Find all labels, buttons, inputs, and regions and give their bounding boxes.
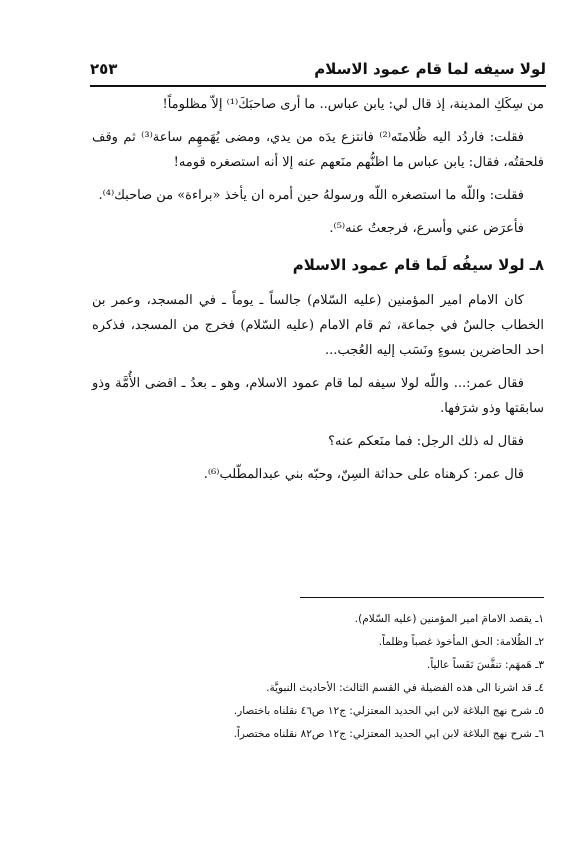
- paragraph: قال عمر: كرهناه على حداثة السِنّ، وحبّه بني عبدالمطّلب⁽⁶⁾.: [203, 467, 524, 482]
- paragraph: من سِكَكِ المدينة، إذ قال لي: يابن عباس.. ما أرى صاحبَكَ⁽¹⁾ إلاّ مظلوماً!: [162, 97, 544, 112]
- footnote: ١ـ يقصد الامامَ امير المؤمنين (عليه السّلام).: [354, 613, 544, 625]
- main-text: [92, 92, 544, 495]
- footnote: ٢ـ الظُلامة: الحق المأخوذ غصباً وظلماً.: [378, 636, 544, 648]
- paragraph: فقلت: فاردُد اليه ظُلامتَه⁽²⁾ فانتزع يدَه من يدي، ومضى يُهَمهِم ساعة⁽³⁾ ثم وقف فلحقتُه، فقال: يابن عباس ما اظنُّهم منَعهم عنه إلا أنه استصغره قومه!: [92, 130, 544, 170]
- paragraph: فقال له ذلك الرجل: فما منَعكم عنه؟: [328, 434, 524, 449]
- footnotes: [92, 608, 544, 746]
- running-header: [90, 58, 546, 84]
- footnote: ٣ـ هَمهَم: تنفَّسَ نَفَساً عالياً.: [427, 659, 544, 671]
- paragraph: فأعرَض عني وأسرع، فرجعتُ عنه⁽⁵⁾.: [329, 221, 524, 236]
- header-rule: [90, 85, 546, 87]
- page-number: ٢٥٣: [90, 60, 118, 78]
- paragraph: كان الامام امير المؤمنين (عليه السّلام) جالساً ـ يوماً ـ في المسجد، وعمر بن الخطاب جالسٌ في جماعة، ثم قام الامام (عليه السّلام) فخرج من المسجد، فذكره احد الحاضرين بسوءٍ ونَسَب إليه العُجب...: [92, 293, 544, 358]
- footnote: ٦ـ شرح نهج البلاغة لابن ابي الحديد المعتزلي: ج١٢ ص٨٢ نقلناه مختصراً.: [233, 728, 544, 740]
- paragraph: فقلت: واللّه ما استصغره اللّه ورسولهُ حين أمره ان يأخذ «براءة» من صاحبك⁽⁴⁾.: [98, 188, 524, 203]
- paragraph: فقال عمر:... واللّه لولا سيفه لما قام عمود الاسلام، وهو ـ بعدُ ـ اقضى الأُمَّة وذو سابقتها وذو شرَفها.: [92, 376, 544, 416]
- footnote-separator: [300, 597, 544, 598]
- section-heading: ٨ـ لولا سيفُه لَما قام عمود الاسلام: [292, 256, 544, 274]
- footnote: ٤ـ قد اشرنا الى هذه الفضيلة في القسم الثالث: الأحاديث النبويَّة.: [266, 682, 544, 694]
- header-title: لولا سيفه لما قام عمود الاسلام: [314, 60, 546, 78]
- footnote: ٥ـ شرح نهج البلاغة لابن ابي الحديد المعتزلي: ج١٢ ص٤٦ نقلناه باختصار.: [233, 705, 544, 717]
